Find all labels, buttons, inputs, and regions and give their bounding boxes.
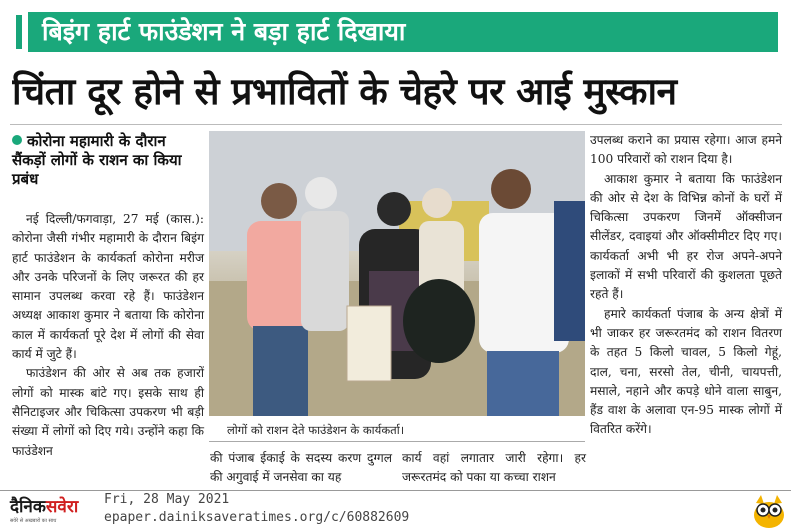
footer-divider	[0, 490, 791, 491]
article-column-mid-1	[210, 449, 392, 488]
logo-word-savera: सवेरा	[45, 497, 79, 517]
photo-illustration	[209, 131, 585, 416]
bullet-dot-icon	[12, 135, 22, 145]
logo-word-dainik: दैनिक	[10, 497, 46, 517]
headline: चिंता दूर होने से प्रभावितों के चेहरे पर आई मुस्कान	[12, 70, 677, 113]
paragraph: कार्य वहां लगातार जारी रहेगा। हर जरूरतमंद को पका या कच्चा राशन	[402, 451, 586, 485]
article-column-left	[12, 210, 204, 461]
headline-divider	[10, 124, 782, 125]
newspaper-logo[interactable]	[10, 496, 100, 526]
photo-caption: लोगों को राशन देते फाउंडेशन के कार्यकर्ता।	[209, 418, 585, 442]
kicker-title: बिइंग हार्ट फाउंडेशन ने बड़ा हार्ट दिखाया	[28, 12, 778, 52]
article-column-mid-2	[402, 449, 586, 488]
kicker-accent-stripe	[16, 15, 22, 49]
subheading-text: कोरोना महामारी के दौरान सैंकड़ों लोगों के राशन का किया प्रबंध	[12, 132, 182, 188]
news-photo	[209, 131, 585, 416]
epaper-link[interactable]: epaper.dainiksaveratimes.org/c/60882609	[104, 510, 410, 525]
kicker-bar	[10, 10, 778, 54]
paragraph: नई दिल्ली/फगवाड़ा, 27 मई (कास.): कोरोना जैसी गंभीर महामारी के दौरान बिइंग हार्ट फाउंडेशन के कार्यकर्ता कोरोना मरीज और उनके परिजनों के लिए जरूरत की हर सामान उपलब्ध करवा रहे हैं। फाउंडेशन अध्यक्ष आकाश कुमार ने बताया कि कोरोना काल में कार्यकर्ता पूरे देश में लोगों की सेवा कार्य में जुटे हैं।	[12, 212, 204, 362]
subheading	[12, 132, 204, 189]
paragraph: हमारे कार्यकर्ता पंजाब के अन्य क्षेत्रों में भी जाकर हर जरूरतमंद को राशन वितरण के तहत 5 किलो चावल, 5 किलो गेहूं, दाल, चना, सरसो तेल, चीनी, चायपत्ती, मसाले, नहाने और कपड़े धोने वाला साबुन, हैंड वाश के अलावा एन-95 मास्क लोगों में वितरित करेंगे।	[590, 306, 782, 437]
logo-tagline: सवेरे से अखबारों का साथ	[10, 518, 57, 524]
edition-date: Fri, 28 May 2021	[104, 492, 230, 507]
paragraph: की पंजाब ईकाई के सदस्य करण दुग्गल की अगुवाई में जनसेवा का यह	[210, 451, 392, 485]
paragraph: उपलब्ध कराने का प्रयास रहेगा। आज हमने 100 परिवारों को राशन दिया है।	[590, 133, 782, 167]
paragraph: फाउंडेशन की ओर से अब तक हजारों लोगों को मास्क बांटे गए। इसके साथ ही सैनिटाइजर और चिकित्सा उपकरण भी बड़ी संख्या में लोगों को दिए गये। उन्होंने कहा कि फाउंडेशन	[12, 366, 204, 458]
owl-mascot-icon	[752, 493, 786, 529]
article-column-right	[590, 131, 782, 440]
paragraph: आकाश कुमार ने बताया कि फाउंडेशन की ओर से देश के विभिन्न कोनों के घरों में चिकित्सा उपकरण जिनमें ऑक्सीजन सीलेंडर, दवाइयां और ऑक्सीमीटर दिए गए। कार्यकर्ता अभी भी हर रोज अपने-अपने इलाकों में सभी परिवारों की कुशलता पूछते रहते हैं।	[590, 171, 782, 302]
